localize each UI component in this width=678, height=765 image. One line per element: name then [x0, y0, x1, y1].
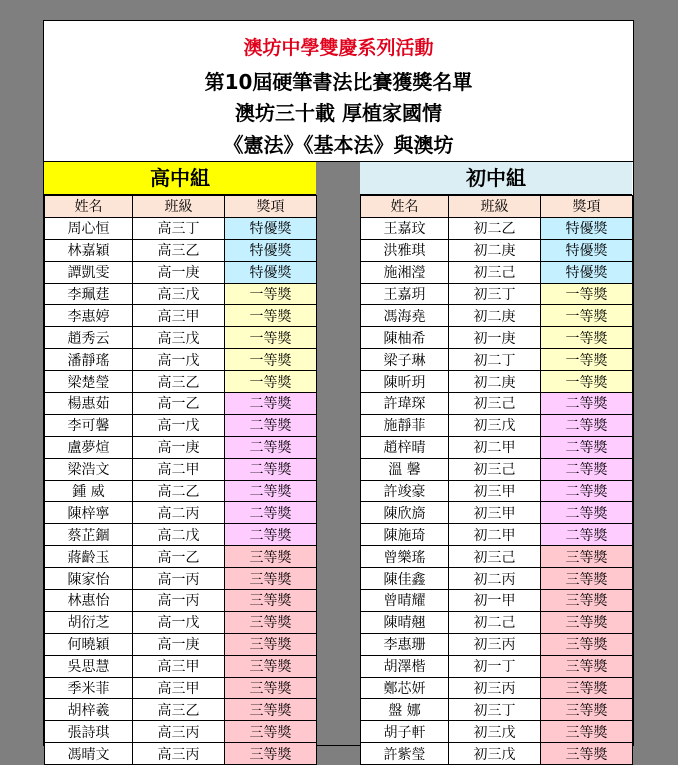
class-cell: 高一庚: [133, 436, 225, 458]
class-cell: 高三戊: [133, 327, 225, 349]
title-theme: 澳坊三十載 厚植家國情: [235, 101, 442, 125]
prize-cell: 二等獎: [541, 480, 633, 502]
prize-cell: 一等獎: [541, 327, 633, 349]
name-cell: 許紫瑩: [361, 743, 449, 765]
name-cell: 鍾 威: [45, 480, 133, 502]
table-row: [361, 371, 633, 393]
table-row: [45, 721, 317, 743]
column-header-class: 班級: [449, 196, 541, 218]
table-row: [45, 217, 317, 239]
name-cell: 曾晴耀: [361, 590, 449, 612]
junior-header-row: [361, 196, 633, 218]
class-cell: 高一丙: [133, 568, 225, 590]
prize-cell: 三等獎: [541, 546, 633, 568]
class-cell: 高一乙: [133, 393, 225, 415]
prize-cell: 一等獎: [225, 371, 317, 393]
prize-cell: 一等獎: [225, 305, 317, 327]
table-row: [45, 524, 317, 546]
table-row: [361, 611, 633, 633]
award-sheet: [43, 20, 634, 763]
prize-cell: 二等獎: [225, 436, 317, 458]
name-cell: 陳施琦: [361, 524, 449, 546]
name-cell: 鄭芯妍: [361, 677, 449, 699]
class-cell: 高三甲: [133, 677, 225, 699]
prize-cell: 三等獎: [541, 611, 633, 633]
class-cell: 高一丙: [133, 590, 225, 612]
table-row: [45, 677, 317, 699]
prize-cell: 三等獎: [541, 633, 633, 655]
name-cell: 林惠怡: [45, 590, 133, 612]
column-header-class: 班級: [133, 196, 225, 218]
class-cell: 初三甲: [449, 480, 541, 502]
name-cell: 胡子軒: [361, 721, 449, 743]
name-cell: 陳晴翹: [361, 611, 449, 633]
prize-cell: 三等獎: [541, 677, 633, 699]
class-cell: 高一戊: [133, 349, 225, 371]
table-row: [45, 414, 317, 436]
table-row: [361, 217, 633, 239]
senior-group: [44, 162, 316, 765]
name-cell: 蔣齡玉: [45, 546, 133, 568]
class-cell: 初三丁: [449, 283, 541, 305]
name-cell: 胡梓羲: [45, 699, 133, 721]
class-cell: 初三己: [449, 458, 541, 480]
prize-cell: 三等獎: [225, 677, 317, 699]
table-row: [361, 239, 633, 261]
name-cell: 潘靜瑤: [45, 349, 133, 371]
prize-cell: 三等獎: [225, 743, 317, 765]
table-row: [361, 677, 633, 699]
name-cell: 施湘瀅: [361, 261, 449, 283]
prize-cell: 一等獎: [225, 349, 317, 371]
class-cell: 初三己: [449, 393, 541, 415]
prize-cell: 特優獎: [225, 239, 317, 261]
prize-cell: 二等獎: [541, 458, 633, 480]
prize-cell: 二等獎: [541, 436, 633, 458]
class-cell: 初三丙: [449, 633, 541, 655]
class-cell: 初三戊: [449, 414, 541, 436]
prize-cell: 特優獎: [541, 239, 633, 261]
table-row: [45, 743, 317, 765]
prize-cell: 二等獎: [225, 393, 317, 415]
name-cell: 施靜菲: [361, 414, 449, 436]
table-row: [361, 502, 633, 524]
prize-cell: 三等獎: [225, 568, 317, 590]
table-row: [45, 699, 317, 721]
prize-cell: 二等獎: [225, 480, 317, 502]
class-cell: 高三丁: [133, 217, 225, 239]
table-row: [361, 305, 633, 327]
class-cell: 初一甲: [449, 590, 541, 612]
table-row: [361, 480, 633, 502]
name-cell: 溫 馨: [361, 458, 449, 480]
table-row: [361, 568, 633, 590]
prize-cell: 一等獎: [225, 327, 317, 349]
column-header-prize: 獎項: [225, 196, 317, 218]
prize-cell: 一等獎: [541, 349, 633, 371]
table-row: [361, 743, 633, 765]
class-cell: 初三己: [449, 261, 541, 283]
class-cell: 高一戊: [133, 414, 225, 436]
table-row: [361, 349, 633, 371]
table-row: [45, 546, 317, 568]
table-row: [45, 480, 317, 502]
name-cell: 盤 娜: [361, 699, 449, 721]
class-cell: 高一戊: [133, 611, 225, 633]
table-row: [361, 327, 633, 349]
name-cell: 陳家怡: [45, 568, 133, 590]
title-event-series: 澳坊中學雙慶系列活動: [243, 37, 434, 59]
table-row: [361, 436, 633, 458]
table-row: [45, 327, 317, 349]
prize-cell: 特優獎: [225, 217, 317, 239]
name-cell: 趙梓晴: [361, 436, 449, 458]
prize-cell: 三等獎: [541, 699, 633, 721]
name-cell: 馮晴文: [45, 743, 133, 765]
name-cell: 陳欣旖: [361, 502, 449, 524]
table-row: [361, 655, 633, 677]
name-cell: 蔡芷錮: [45, 524, 133, 546]
class-cell: 初二甲: [449, 436, 541, 458]
table-row: [45, 633, 317, 655]
prize-cell: 三等獎: [541, 721, 633, 743]
prize-cell: 特優獎: [541, 217, 633, 239]
table-row: [361, 524, 633, 546]
prize-cell: 三等獎: [225, 546, 317, 568]
class-cell: 高一庚: [133, 633, 225, 655]
name-cell: 吳思慧: [45, 655, 133, 677]
class-cell: 初一庚: [449, 327, 541, 349]
prize-cell: 三等獎: [225, 721, 317, 743]
prize-cell: 三等獎: [225, 611, 317, 633]
class-cell: 初二己: [449, 611, 541, 633]
name-cell: 許竣豪: [361, 480, 449, 502]
name-cell: 王嘉玟: [361, 217, 449, 239]
class-cell: 高三丙: [133, 721, 225, 743]
table-row: [361, 261, 633, 283]
class-cell: 高三乙: [133, 371, 225, 393]
prize-cell: 特優獎: [225, 261, 317, 283]
prize-cell: 一等獎: [541, 283, 633, 305]
prize-cell: 二等獎: [225, 414, 317, 436]
prize-cell: 一等獎: [541, 305, 633, 327]
column-header-name: 姓名: [45, 196, 133, 218]
name-cell: 王嘉玥: [361, 283, 449, 305]
column-header-name: 姓名: [361, 196, 449, 218]
class-cell: 高一庚: [133, 261, 225, 283]
name-cell: 李可馨: [45, 414, 133, 436]
prize-cell: 三等獎: [541, 568, 633, 590]
prize-cell: 二等獎: [225, 458, 317, 480]
name-cell: 張詩琪: [45, 721, 133, 743]
name-cell: 趙秀云: [45, 327, 133, 349]
class-cell: 初三戊: [449, 721, 541, 743]
class-cell: 初二乙: [449, 217, 541, 239]
class-cell: 高三戊: [133, 283, 225, 305]
table-row: [45, 393, 317, 415]
class-cell: 初三丙: [449, 677, 541, 699]
name-cell: 陳柚希: [361, 327, 449, 349]
name-cell: 李惠珊: [361, 633, 449, 655]
class-cell: 初二丙: [449, 568, 541, 590]
table-row: [361, 283, 633, 305]
class-cell: 高一乙: [133, 546, 225, 568]
table-row: [361, 393, 633, 415]
table-row: [361, 590, 633, 612]
table-row: [361, 414, 633, 436]
class-cell: 高三甲: [133, 655, 225, 677]
name-cell: 何曉穎: [45, 633, 133, 655]
column-header-prize: 獎項: [541, 196, 633, 218]
table-row: [45, 239, 317, 261]
prize-cell: 三等獎: [225, 590, 317, 612]
prize-cell: 二等獎: [541, 414, 633, 436]
prize-cell: 三等獎: [541, 590, 633, 612]
table-row: [45, 502, 317, 524]
title-competition: 第10屆硬筆書法比賽獲獎名單: [204, 70, 473, 94]
name-cell: 馮海堯: [361, 305, 449, 327]
prize-cell: 三等獎: [541, 655, 633, 677]
name-cell: 胡澤楷: [361, 655, 449, 677]
class-cell: 高三甲: [133, 305, 225, 327]
table-row: [361, 699, 633, 721]
class-cell: 初二庚: [449, 371, 541, 393]
table-row: [361, 633, 633, 655]
name-cell: 梁楚瑩: [45, 371, 133, 393]
junior-group-title: 初中組: [360, 162, 632, 195]
name-cell: 陳昕玥: [361, 371, 449, 393]
name-cell: 周心恒: [45, 217, 133, 239]
table-row: [45, 349, 317, 371]
name-cell: 季米菲: [45, 677, 133, 699]
prize-cell: 三等獎: [225, 633, 317, 655]
class-cell: 初二庚: [449, 239, 541, 261]
name-cell: 陳梓寧: [45, 502, 133, 524]
class-cell: 高三丙: [133, 743, 225, 765]
name-cell: 曾樂瑤: [361, 546, 449, 568]
prize-cell: 二等獎: [541, 524, 633, 546]
table-row: [45, 436, 317, 458]
name-cell: 盧夢煊: [45, 436, 133, 458]
table-row: [45, 590, 317, 612]
prize-cell: 二等獎: [541, 502, 633, 524]
table-row: [361, 721, 633, 743]
prize-cell: 三等獎: [225, 655, 317, 677]
group-divider: [316, 162, 360, 745]
class-cell: 初三甲: [449, 502, 541, 524]
prize-cell: 一等獎: [541, 371, 633, 393]
senior-header-row: [45, 196, 317, 218]
class-cell: 初三丁: [449, 699, 541, 721]
name-cell: 楊惠茹: [45, 393, 133, 415]
table-row: [45, 655, 317, 677]
name-cell: 陳佳鑫: [361, 568, 449, 590]
table-row: [45, 568, 317, 590]
table-row: [45, 283, 317, 305]
class-cell: 高二丙: [133, 502, 225, 524]
name-cell: 梁子琳: [361, 349, 449, 371]
prize-cell: 三等獎: [541, 743, 633, 765]
prize-cell: 一等獎: [225, 283, 317, 305]
prize-cell: 二等獎: [225, 502, 317, 524]
junior-table: [360, 195, 633, 765]
class-cell: 初三己: [449, 546, 541, 568]
class-cell: 高二戊: [133, 524, 225, 546]
class-cell: 高三乙: [133, 239, 225, 261]
class-cell: 高二甲: [133, 458, 225, 480]
class-cell: 初一丁: [449, 655, 541, 677]
senior-table: [44, 195, 317, 765]
name-cell: 梁浩文: [45, 458, 133, 480]
class-cell: 初三戊: [449, 743, 541, 765]
prize-cell: 二等獎: [225, 524, 317, 546]
prize-cell: 特優獎: [541, 261, 633, 283]
name-cell: 洪雅琪: [361, 239, 449, 261]
table-row: [45, 371, 317, 393]
table-row: [361, 546, 633, 568]
prize-cell: 三等獎: [225, 699, 317, 721]
name-cell: 許瑋琛: [361, 393, 449, 415]
title-block: [44, 21, 633, 161]
class-cell: 初二庚: [449, 305, 541, 327]
class-cell: 初二甲: [449, 524, 541, 546]
table-row: [45, 611, 317, 633]
class-cell: 高三乙: [133, 699, 225, 721]
class-cell: 初二丁: [449, 349, 541, 371]
name-cell: 譚凱雯: [45, 261, 133, 283]
name-cell: 李珮莛: [45, 283, 133, 305]
table-row: [361, 458, 633, 480]
title-subtheme: 《憲法》《基本法》與澳坊: [223, 133, 454, 157]
name-cell: 李惠婷: [45, 305, 133, 327]
junior-group: [360, 162, 632, 765]
class-cell: 高二乙: [133, 480, 225, 502]
table-row: [45, 305, 317, 327]
table-row: [45, 261, 317, 283]
table-row: [45, 458, 317, 480]
name-cell: 林嘉穎: [45, 239, 133, 261]
senior-group-title: 高中組: [44, 162, 316, 195]
name-cell: 胡衍芝: [45, 611, 133, 633]
prize-cell: 二等獎: [541, 393, 633, 415]
